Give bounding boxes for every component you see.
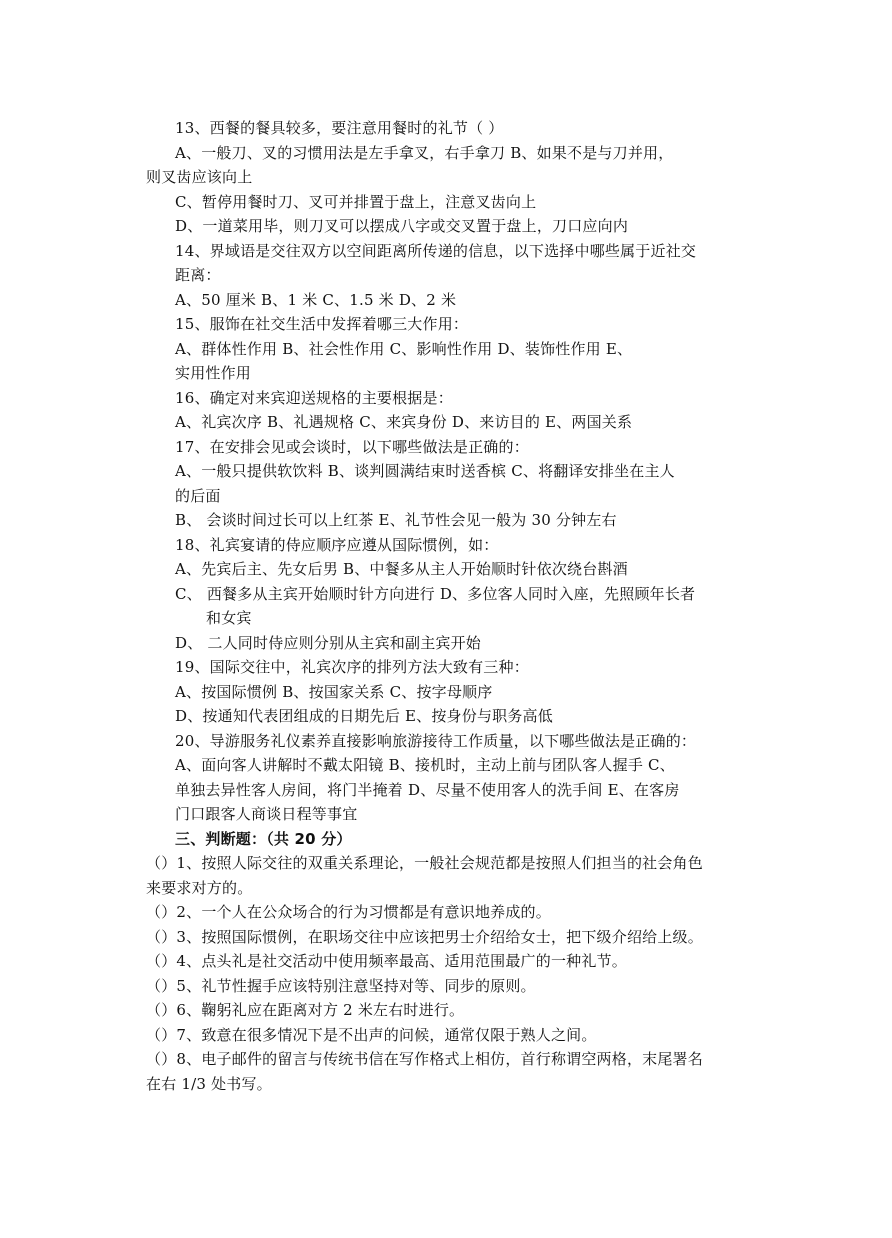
text-line: D、一道菜用毕，则刀叉可以摆成八字或交叉置于盘上，刀口应向内 bbox=[175, 217, 629, 235]
text-line: 19、国际交往中，礼宾次序的排列方法大致有三种： bbox=[175, 658, 529, 676]
text-line: （）8、电子邮件的留言与传统书信在写作格式上相仿，首行称谓空两格，末尾署名 bbox=[146, 1050, 703, 1068]
text-line: 在右 1/3 处书写。 bbox=[146, 1074, 272, 1093]
text-line: 20、导游服务礼仪素养直接影响旅游接待工作质量，以下哪些做法是正确的： bbox=[175, 731, 697, 750]
document-body bbox=[146, 116, 756, 1096]
text-line: （）6、鞠躬礼应在距离对方 2 米左右时进行。 bbox=[146, 1001, 465, 1019]
text-line: 13、西餐的餐具较多，要注意用餐时的礼节（ ） bbox=[175, 119, 504, 137]
text-line: A、面向客人讲解时不戴太阳镜 B、接机时，主动上前与团队客人握手 C、 bbox=[175, 756, 675, 774]
text-line: D、按通知代表团组成的日期先后 E、按身份与职务高低 bbox=[175, 707, 553, 725]
text-line: A、50 厘米 B、1 米 C、1.5 米 D、2 米 bbox=[175, 290, 457, 309]
text-line: 14、界域语是交往双方以空间距离所传递的信息，以下选择中哪些属于近社交 bbox=[175, 241, 697, 260]
text-line: A、群体性作用 B、社会性作用 C、影响性作用 D、装饰性作用 E、 bbox=[175, 339, 633, 358]
text-line: 距离： bbox=[175, 266, 221, 284]
text-line: 实用性作用 bbox=[175, 364, 252, 382]
text-line: 单独去异性客人房间，将门半掩着 D、尽量不使用客人的洗手间 E、在客房 bbox=[175, 780, 680, 799]
text-line: （）3、按照国际惯例，在职场交往中应该把男士介绍给女士，把下级介绍给上级。 bbox=[146, 927, 703, 946]
text-line: A、按国际惯例 B、按国家关系 C、按字母顺序 bbox=[175, 682, 493, 701]
text-line: 则叉齿应该向上 bbox=[146, 168, 253, 186]
text-line: A、礼宾次序 B、礼遇规格 C、来宾身份 D、来访目的 E、两国关系 bbox=[175, 413, 633, 431]
text-line: （）4、点头礼是社交活动中使用频率最高、适用范围最广的一种礼节。 bbox=[146, 952, 627, 970]
text-line: （）7、致意在很多情况下是不出声的问候，通常仅限于熟人之间。 bbox=[146, 1025, 597, 1044]
text-line: C、 西餐多从主宾开始顺时针方向进行 D、多位客人同时入座，先照顾年长者 bbox=[175, 584, 696, 603]
text-line: 17、在安排会见或会谈时，以下哪些做法是正确的： bbox=[175, 437, 529, 456]
section-heading: 三、判断题：（共 20 分） bbox=[175, 829, 352, 848]
text-line: D、 二人同时侍应则分别从主宾和副主宾开始 bbox=[175, 633, 481, 652]
text-line: A、一般只提供软饮料 B、谈判圆满结束时送香槟 C、将翻译安排坐在主人 bbox=[175, 462, 675, 480]
text-line: C、暂停用餐时刀、叉可并排置于盘上，注意叉齿向上 bbox=[175, 192, 537, 211]
text-line: 来要求对方的。 bbox=[146, 878, 253, 897]
text-line: B、 会谈时间过长可以上红茶 E、礼节性会见一般为 30 分钟左右 bbox=[175, 511, 617, 529]
text-line: （）2、一个人在公众场合的行为习惯都是有意识地养成的。 bbox=[146, 903, 551, 921]
text-line: A、先宾后主、先女后男 B、中餐多从主人开始顺时针依次绕台斟酒 bbox=[175, 560, 628, 578]
text-line: （）1、按照人际交往的双重关系理论，一般社会规范都是按照人们担当的社会角色 bbox=[146, 854, 703, 872]
text-line: A、一般刀、叉的习惯用法是左手拿叉，右手拿刀 B、如果不是与刀并用， bbox=[175, 143, 674, 162]
text-line: 16、确定对来宾迎送规格的主要根据是： bbox=[175, 388, 453, 407]
text-line: 的后面 bbox=[175, 486, 221, 505]
text-line: 门口跟客人商谈日程等事宜 bbox=[175, 805, 358, 823]
text-line: （）5、礼节性握手应该特别注意坚持对等、同步的原则。 bbox=[146, 976, 536, 995]
text-line: 15、服饰在社交生活中发挥着哪三大作用： bbox=[175, 315, 469, 333]
text-line: 18、礼宾宴请的侍应顺序应遵从国际惯例，如： bbox=[175, 535, 499, 554]
text-line: 和女宾 bbox=[206, 609, 252, 627]
